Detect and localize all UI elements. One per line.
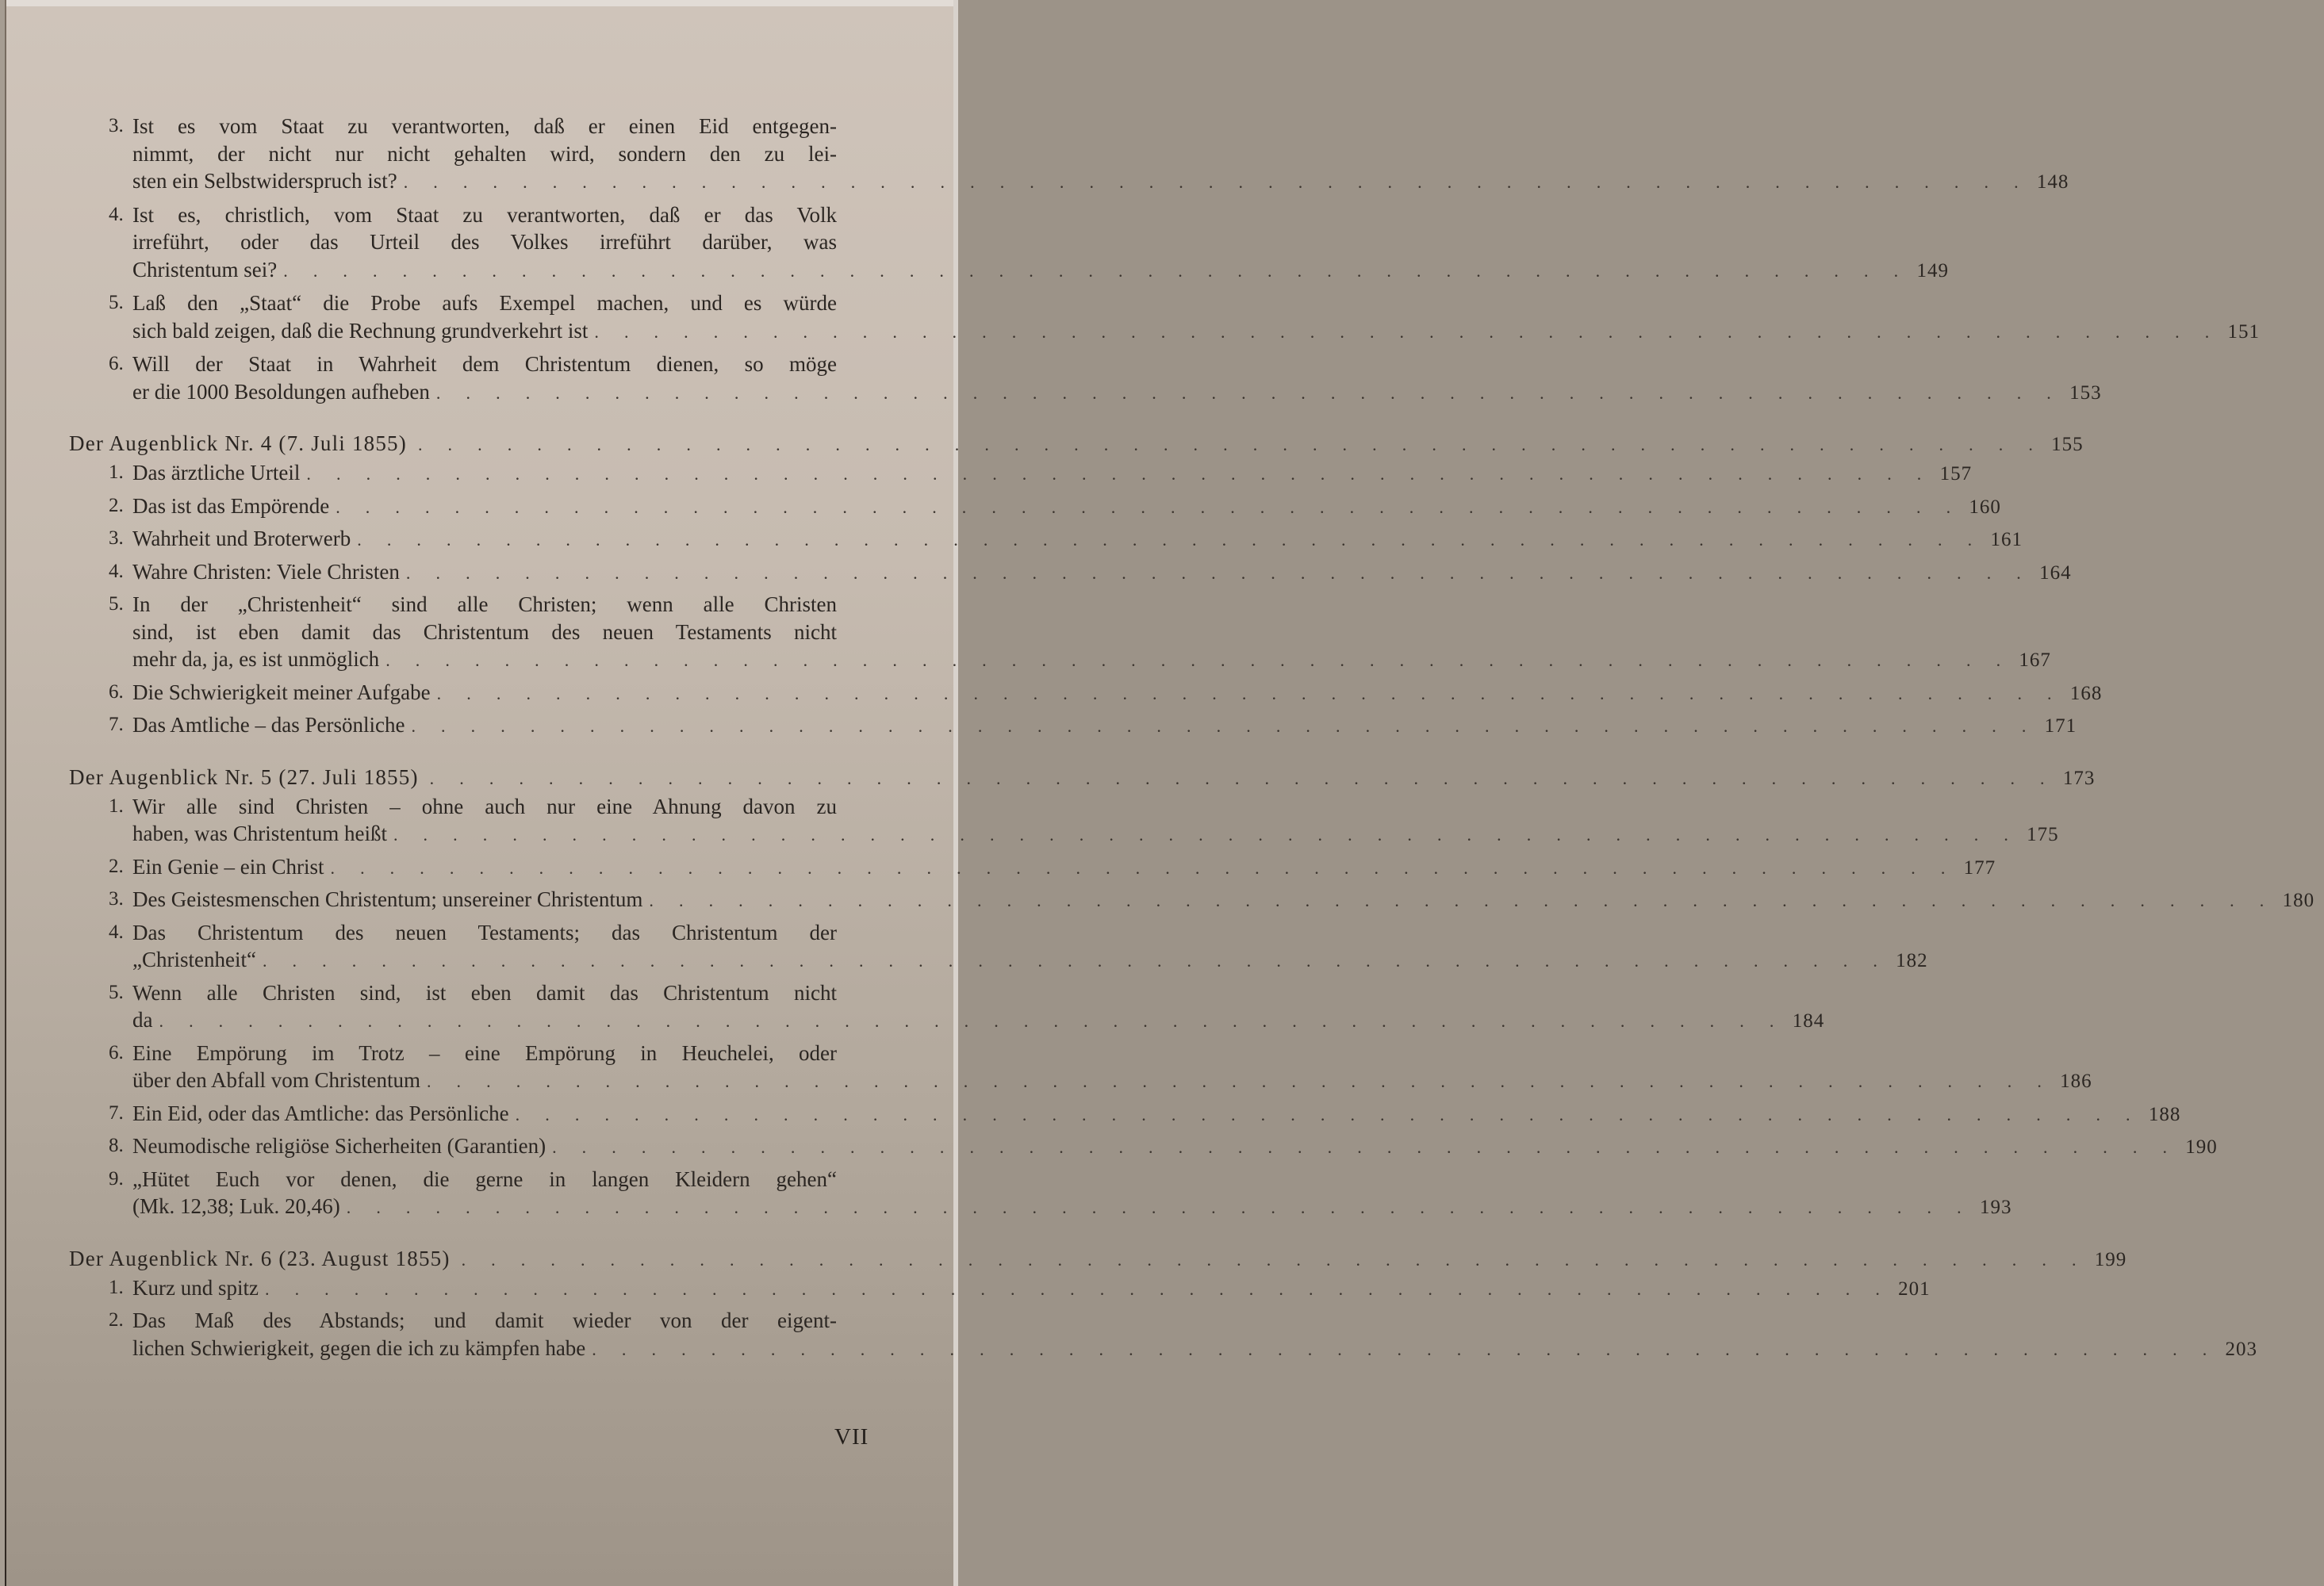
entry-line xyxy=(132,646,2051,673)
toc-entry[interactable] xyxy=(109,492,2001,520)
entry-title-line: sind, ist eben damit das Christentum des neuen Testaments nicht xyxy=(132,619,837,644)
entry-body xyxy=(132,1040,2092,1094)
page-number: 173 xyxy=(2062,767,2096,789)
entry-title-line: Neumodische religiöse Sicherheiten (Garantien) xyxy=(132,1134,546,1158)
entry-line xyxy=(132,1100,2181,1128)
entry-line xyxy=(132,459,1973,487)
toc-entry[interactable] xyxy=(109,711,2077,739)
entry-title-line: Wahrheit und Broterwerb xyxy=(132,527,351,550)
dot-leader: . . . . . . . . . . . . . . . . . . . . . . . . . . . . . . . . . . . . . . . . . . . . . . . . . . . . . . . xyxy=(435,382,2062,403)
section-entries xyxy=(69,793,2315,1220)
entry-line xyxy=(132,711,2077,739)
entry-line xyxy=(132,492,2001,520)
page-number: 151 xyxy=(2227,320,2261,343)
page-number: 161 xyxy=(1990,529,2023,550)
entry-number: 4. xyxy=(109,560,124,582)
entry-number: 5. xyxy=(109,981,124,1003)
toc-entry[interactable] xyxy=(109,1040,2092,1094)
entry-number: 6. xyxy=(109,353,124,374)
entry-body xyxy=(132,1100,2181,1128)
entry-number: 8. xyxy=(109,1135,124,1156)
entry-body xyxy=(132,525,2023,553)
dot-leader: . . . . . . . . . . . . . . . . . . . . . . . . . . . . . . . . . . . . . . . . . . . . . . . . . . . . . . . xyxy=(264,1278,1891,1299)
toc-entry[interactable] xyxy=(109,351,2102,405)
entry-line xyxy=(132,525,2023,553)
entry-title-line: nimmt, der nicht nur nicht gehalten wird, sondern den zu lei- xyxy=(132,141,837,166)
dot-leader: . . . . . . . . . . . . . . . . . . . . . . . . . . . . . . . . . . . . . . . . . . . . . . . . . . . . . . . xyxy=(592,1339,2218,1359)
table-of-contents xyxy=(69,111,2315,1385)
entry-title-line: er die 1000 Besoldungen aufheben xyxy=(132,379,430,404)
entry-number: 9. xyxy=(109,1167,124,1190)
entry-body xyxy=(132,1132,2218,1160)
entry-line xyxy=(132,979,886,1007)
entry-line xyxy=(132,1193,2012,1220)
entry-title-line: Die Schwierigkeit meiner Aufgabe xyxy=(132,680,431,704)
dot-leader: . . . . . . . . . . . . . . . . . . . . . . . . . . . . . . . . . . . . . . . . . . . . . . . . . . . . . . . xyxy=(594,321,2220,342)
page-number: 201 xyxy=(1898,1278,1931,1300)
entry-line xyxy=(132,679,2103,707)
photo-top-edge xyxy=(0,0,958,6)
page-number: 190 xyxy=(2185,1136,2218,1158)
entry-line xyxy=(132,1040,886,1067)
toc-section xyxy=(69,763,2315,1220)
dot-leader: . . . . . . . . . . . . . . . . . . . . . . . . . . . . . . . . . . . . . . . . . . . . . . . . . . . . . . . xyxy=(403,172,2029,192)
entry-title-line: Das Christentum des neuen Testaments; das Christentum der xyxy=(132,920,837,944)
toc-section xyxy=(69,429,2103,739)
section-heading[interactable] xyxy=(69,429,2084,458)
entry-title-line: (Mk. 12,38; Luk. 20,46) xyxy=(132,1194,340,1218)
entry-title-line: Kurz und spitz xyxy=(132,1275,259,1300)
toc-entry[interactable] xyxy=(109,1274,1931,1302)
entry-number: 7. xyxy=(109,1101,124,1124)
page-number: 188 xyxy=(2148,1103,2181,1125)
entry-line xyxy=(132,1132,2218,1160)
page-number: 199 xyxy=(2094,1248,2127,1270)
toc-entry[interactable] xyxy=(109,919,1928,974)
entry-number: 1. xyxy=(109,795,124,817)
toc-entry[interactable] xyxy=(109,679,2103,707)
entry-body xyxy=(132,793,2059,848)
entry-body xyxy=(132,919,1928,974)
entry-number: 6. xyxy=(109,1041,124,1063)
page-number: 184 xyxy=(1792,1010,1825,1032)
entry-title-line: Will der Staat in Wahrheit dem Christentum dienen, so möge xyxy=(132,352,837,376)
entry-title-line: „Hütet Euch vor denen, die gerne in langen Kleidern gehen“ xyxy=(132,1167,837,1191)
entry-title-line: Das Amtliche – das Persönliche xyxy=(132,713,405,737)
page-number: 160 xyxy=(1969,496,2001,518)
dot-leader: . . . . . . . . . . . . . . . . . . . . . . . . . . . . . . . . . . . . . . . . . . . . . . . . . . . . . . . xyxy=(515,1104,2141,1124)
entry-line xyxy=(132,1067,2092,1094)
page-number: 203 xyxy=(2225,1338,2257,1360)
entry-line xyxy=(132,820,2059,848)
entry-number: 1. xyxy=(109,1276,124,1298)
entry-title-line: In der „Christenheit“ sind alle Christen; wenn alle Christen xyxy=(132,592,837,616)
entry-title-line: Christentum sei? xyxy=(132,257,278,282)
toc-entry[interactable] xyxy=(109,459,1973,487)
entry-number: 2. xyxy=(109,494,124,516)
entry-body xyxy=(132,711,2077,739)
entry-body xyxy=(132,1274,1931,1302)
section-title: Der Augenblick Nr. 4 (7. Juli 1855) xyxy=(69,431,407,455)
dot-leader: . . . . . . . . . . . . . . . . . . . . . . . . . . . . . . . . . . . . . . . . . . . . . . . . . . . . . . . xyxy=(552,1137,2178,1157)
page-number: 168 xyxy=(2069,682,2103,704)
dot-leader: . . . . . . . . . . . . . . . . . . . . . . . . . . . . . . . . . . . . . . . . . . . . . . . . . . . . . . . xyxy=(649,891,2275,910)
entry-title-line: mehr da, ja, es ist unmöglich xyxy=(132,647,380,671)
dot-leader: . . . . . . . . . . . . . . . . . . . . . . . . . . . . . . . . . . . . . . . . . . . . . . . . . . . . . . . xyxy=(461,1249,2087,1270)
toc-sections xyxy=(69,429,2315,1362)
toc-entry[interactable] xyxy=(109,793,2059,848)
dot-leader: . . . . . . . . . . . . . . . . . . . . . . . . . . . . . . . . . . . . . . . . . . . . . . . . . . . . . . . xyxy=(417,435,2044,454)
entry-line xyxy=(132,619,886,646)
entry-number: 3. xyxy=(109,888,124,910)
entry-title-line: da xyxy=(132,1008,153,1032)
entry-number: 6. xyxy=(109,680,124,703)
page-number: 149 xyxy=(1916,259,1949,282)
entry-title-line: irreführt, oder das Urteil des Volkes irreführt darüber, was xyxy=(132,230,837,254)
entry-title-line: Wahre Christen: Viele Christen xyxy=(132,559,400,584)
entry-number: 3. xyxy=(109,115,124,136)
entry-title-line: Ein Genie – ein Christ xyxy=(132,854,324,879)
dot-leader: . . . . . . . . . . . . . . . . . . . . . . . . . . . . . . . . . . . . . . . . . . . . . . . . . . . . . . . xyxy=(306,464,1932,484)
entry-body xyxy=(132,886,2315,914)
toc-entry[interactable] xyxy=(109,201,1949,284)
entry-number: 2. xyxy=(109,1309,124,1331)
entry-title-line: Wenn alle Christen sind, ist eben damit das Christentum nicht xyxy=(132,980,837,1005)
dot-leader: . . . . . . . . . . . . . . . . . . . . . . . . . . . . . . . . . . . . . . . . . . . . . . . . . . . . . . . xyxy=(336,496,1962,517)
entry-body xyxy=(132,591,2051,673)
page-number: 177 xyxy=(1963,856,1996,879)
entry-title-line: Laß den „Staat“ die Probe aufs Exempel machen, und es würde xyxy=(132,291,837,315)
page-number: 148 xyxy=(2036,171,2069,193)
entry-line xyxy=(132,591,886,619)
toc-entry[interactable] xyxy=(109,558,2072,586)
entry-line xyxy=(132,946,1928,974)
dot-leader: . . . . . . . . . . . . . . . . . . . . . . . . . . . . . . . . . . . . . . . . . . . . . . . . . . . . . . . xyxy=(357,530,1983,550)
entry-title-line: Ist es vom Staat zu verantworten, daß er einen Eid entgegen- xyxy=(132,114,837,138)
toc-entry[interactable] xyxy=(109,886,2315,914)
dot-leader: . . . . . . . . . . . . . . . . . . . . . . . . . . . . . . . . . . . . . . . . . . . . . . . . . . . . . . . xyxy=(405,562,2032,583)
toc-entry[interactable] xyxy=(109,853,1996,881)
section-title: Der Augenblick Nr. 6 (23. August 1855) xyxy=(69,1246,451,1270)
toc-section-continued xyxy=(69,113,2261,405)
entry-title-line: Ein Eid, oder das Amtliche: das Persönliche xyxy=(132,1101,509,1125)
entry-title-line: Des Geistesmenschen Christentum; unsereiner Christentum xyxy=(132,887,643,911)
dot-leader: . . . . . . . . . . . . . . . . . . . . . . . . . . . . . . . . . . . . . . . . . . . . . . . . . . . . . . . xyxy=(429,768,2055,788)
page-folio: VII xyxy=(834,1424,869,1450)
entry-title-line: lichen Schwierigkeit, gegen die ich zu kämpfen habe xyxy=(132,1335,586,1360)
page-number: 153 xyxy=(2069,381,2102,404)
entry-number: 3. xyxy=(109,527,124,549)
toc-entry[interactable] xyxy=(109,289,2261,344)
entry-number: 1. xyxy=(109,462,124,483)
toc-entries-continued xyxy=(69,113,2261,405)
toc-entry[interactable] xyxy=(109,591,2051,673)
entry-line xyxy=(132,1335,2257,1362)
dot-leader: . . . . . . . . . . . . . . . . . . . . . . . . . . . . . . . . . . . . . . . . . . . . . . . . . . . . . . . xyxy=(411,716,2037,736)
entry-body xyxy=(132,853,1996,881)
entry-title-line: Das ärztliche Urteil xyxy=(132,461,301,485)
page-number: 193 xyxy=(1979,1197,2012,1218)
toc-entry[interactable] xyxy=(109,113,2069,195)
section-entries xyxy=(69,459,2103,739)
section-title: Der Augenblick Nr. 5 (27. Juli 1855) xyxy=(69,764,419,789)
entry-line xyxy=(132,853,1996,881)
entry-title-line: Das ist das Empörende xyxy=(132,493,330,518)
entry-title-line: sich bald zeigen, daß die Rechnung grundverkehrt ist xyxy=(132,318,589,343)
page-number: 171 xyxy=(2044,715,2077,737)
page-number: 175 xyxy=(2027,824,2059,845)
toc-entry[interactable] xyxy=(109,1166,2012,1220)
entry-body xyxy=(132,979,1825,1034)
page-number: 164 xyxy=(2039,561,2072,584)
entry-body xyxy=(132,679,2103,707)
entry-title-line: Wir alle sind Christen – ohne auch nur eine Ahnung davon zu xyxy=(132,794,837,818)
entry-line xyxy=(132,1274,1931,1302)
page-number: 157 xyxy=(1939,463,1973,485)
entry-title-line: sten ein Selbstwiderspruch ist? xyxy=(132,169,397,193)
dot-leader: . . . . . . . . . . . . . . . . . . . . . . . . . . . . . . . . . . . . . . . . . . . . . . . . . . . . . . . xyxy=(330,857,1956,878)
entry-number: 5. xyxy=(109,292,124,313)
entry-body xyxy=(132,558,2072,586)
dot-leader: . . . . . . . . . . . . . . . . . . . . . . . . . . . . . . . . . . . . . . . . . . . . . . . . . . . . . . . xyxy=(262,951,1889,971)
dot-leader: . . . . . . . . . . . . . . . . . . . . . . . . . . . . . . . . . . . . . . . . . . . . . . . . . . . . . . . xyxy=(426,1071,2053,1091)
entry-body xyxy=(132,1166,2012,1220)
entry-line xyxy=(132,1006,1825,1034)
section-entries xyxy=(69,1274,2257,1362)
section-heading[interactable] xyxy=(69,763,2096,791)
dot-leader: . . . . . . . . . . . . . . . . . . . . . . . . . . . . . . . . . . . . . . . . . . . . . . . . . . . . . . . xyxy=(393,825,2019,845)
entry-number: 4. xyxy=(109,921,124,943)
entry-body xyxy=(132,492,2001,520)
toc-entry[interactable] xyxy=(109,525,2023,553)
page-number: 167 xyxy=(2019,649,2051,671)
page-number: 155 xyxy=(2051,434,2084,455)
toc-entry[interactable] xyxy=(109,1307,2257,1362)
entry-line xyxy=(132,1307,886,1335)
entry-line xyxy=(132,558,2072,586)
dot-leader: . . . . . . . . . . . . . . . . . . . . . . . . . . . . . . . . . . . . . . . . . . . . . . . . . . . . . . . xyxy=(346,1197,1972,1217)
dot-leader: . . . . . . . . . . . . . . . . . . . . . . . . . . . . . . . . . . . . . . . . . . . . . . . . . . . . . . . xyxy=(385,650,2011,670)
page-number: 182 xyxy=(1896,950,1928,971)
entry-title-line: Das Maß des Abstands; und damit wieder von der eigent- xyxy=(132,1308,837,1332)
entry-title-line: Ist es, christlich, vom Staat zu verantworten, daß er das Volk xyxy=(132,202,837,227)
section-heading[interactable] xyxy=(69,1244,2127,1273)
entry-number: 7. xyxy=(109,714,124,735)
entry-line xyxy=(132,886,2315,914)
entry-line xyxy=(132,793,886,821)
dot-leader: . . . . . . . . . . . . . . . . . . . . . . . . . . . . . . . . . . . . . . . . . . . . . . . . . . . . . . . xyxy=(159,1011,1785,1031)
toc-entry[interactable] xyxy=(109,979,1825,1034)
entry-title-line: „Christenheit“ xyxy=(132,948,256,971)
entry-number: 5. xyxy=(109,593,124,615)
entry-title-line: Eine Empörung im Trotz – eine Empörung in Heuchelei, oder xyxy=(132,1040,837,1065)
entry-line xyxy=(132,919,886,947)
toc-section xyxy=(69,1244,2257,1362)
page-number: 186 xyxy=(2060,1071,2092,1092)
dot-leader: . . . . . . . . . . . . . . . . . . . . . . . . . . . . . . . . . . . . . . . . . . . . . . . . . . . . . . . xyxy=(283,260,1909,281)
entry-title-line: haben, was Christentum heißt xyxy=(132,822,387,845)
page-number: 180 xyxy=(2282,890,2315,911)
entry-line xyxy=(132,1166,886,1193)
entry-body xyxy=(132,1307,2257,1362)
toc-entry[interactable] xyxy=(109,1100,2181,1128)
entry-number: 4. xyxy=(109,203,124,225)
toc-entry[interactable] xyxy=(109,1132,2218,1160)
dot-leader: . . . . . . . . . . . . . . . . . . . . . . . . . . . . . . . . . . . . . . . . . . . . . . . . . . . . . . . xyxy=(436,683,2062,703)
entry-number: 2. xyxy=(109,855,124,877)
entry-title-line: über den Abfall vom Christentum xyxy=(132,1068,420,1092)
entry-body xyxy=(132,459,1973,487)
